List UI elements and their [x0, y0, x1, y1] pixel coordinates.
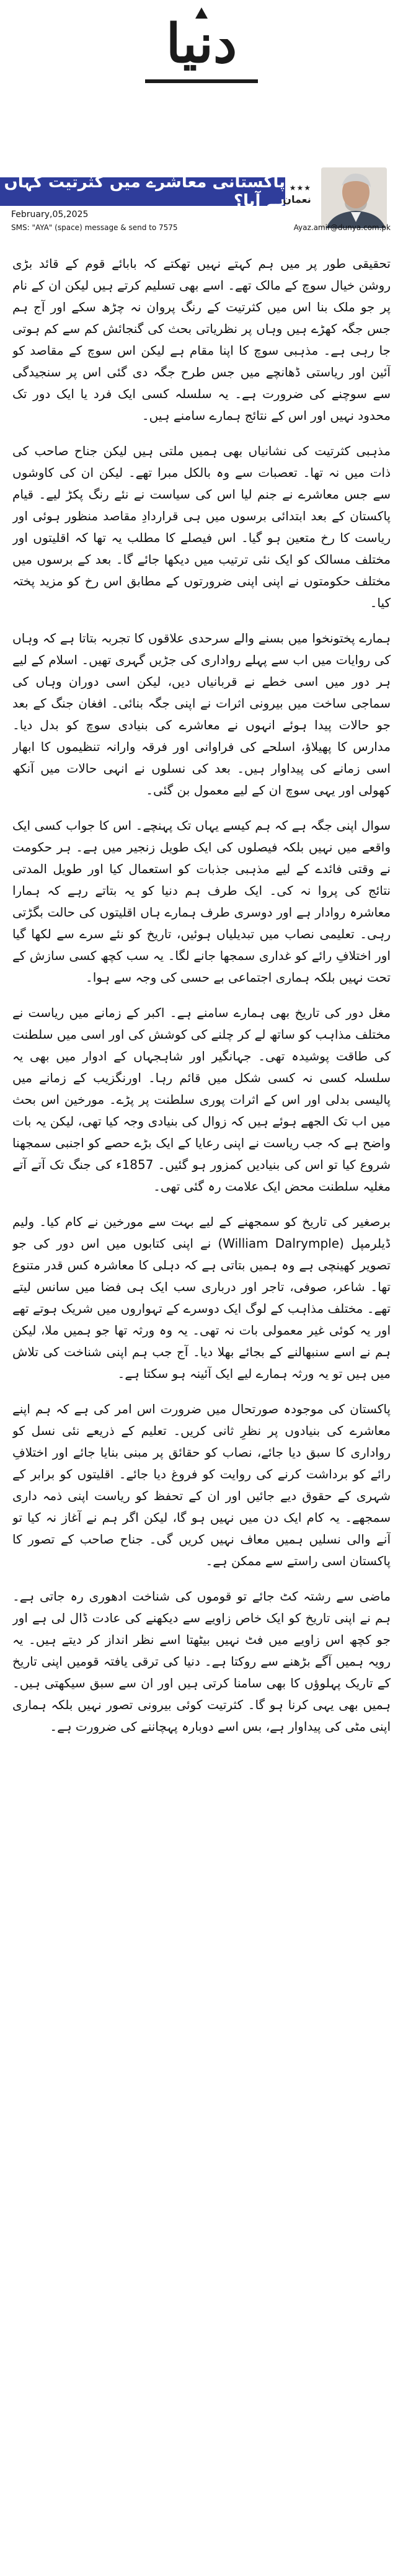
masthead [0, 0, 403, 155]
author-portrait-icon [321, 167, 387, 228]
article-body [12, 253, 391, 2566]
logo-text: دنیا [145, 11, 258, 83]
author-email[interactable]: Ayaz.amir@dunya.com.pk [293, 223, 391, 232]
column-header [0, 155, 403, 247]
article-paragraph: مغل دور کی تاریخ بھی ہمارے سامنے ہے۔ اکبر کے زمانے میں ریاست نے مختلف مذاہب کو ساتھ لے کر چلنے کی کوشش کی اور اسی میں سلطنت کی طاقت پوشیدہ تھی۔ جہانگیر اور شاہجہاں کے ادوار میں بھی یہ سلسلہ کسی نہ کسی شکل میں قائم رہا۔ اورنگزیب کے زمانے میں پالیسی بدلی اور اس کے اثرات پوری سلطنت پر پڑے۔ مورخین اس بحث میں اب تک الجھے ہوئے ہیں کہ زوال کی بنیادی وجہ کیا تھی، لیکن یہ بات واضح ہے کہ جب ریاست نے اپنی رعایا کے ایک بڑے حصے کو اجنبی سمجھنا شروع کیا تو اس کی بنیادیں کمزور ہو گئیں۔ 1857ء کی جنگ تک آتے آتے مغلیہ سلطنت محض ایک علامت رہ گئی تھی۔ [12, 1005, 391, 1194]
article-paragraph: پاکستان کی موجودہ صورتحال میں ضرورت اس امر کی ہے کہ ہم اپنے معاشرے کی بنیادوں پر نظرِ ثانی کریں۔ تعلیم کے ذریعے نئی نسل کو رواداری کا سبق دیا جائے، نصاب کو حقائق پر مبنی بنایا جائے اور اختلافِ رائے کو برداشت کرنے کی روایت کو فروغ دیا جائے۔ اقلیتوں کو برابر کے شہری کے حقوق دیے جائیں اور ان کے تحفظ کو ریاست اپنی ذمہ داری سمجھے۔ یہ کام ایک دن میں نہیں ہو گا، لیکن اگر ہم نے آغاز نہ کیا تو آنے والی نسلیں ہمیں معاف نہیں کریں گی۔ جناح صاحب کے تصور کا پاکستان اسی راستے سے ممکن ہے۔ [12, 1401, 391, 1568]
publish-date: February,05,2025 [11, 210, 89, 220]
author-name: نعمان [283, 193, 311, 205]
author-photo [321, 167, 387, 228]
article-paragraph: برصغیر کی تاریخ کو سمجھنے کے لیے بہت سے مورخین نے کام کیا۔ ولیم ڈیلرمپل (William Dalrymple) نے اپنی کتابوں میں اس دور کی جو تصویر کھینچی ہے وہ ہمیں بتاتی ہے کہ دہلی کا معاشرہ کس قدر متنوع تھا۔ شاعر، صوفی، تاجر اور درباری سب ایک ہی فضا میں سانس لیتے تھے۔ مختلف مذاہب کے لوگ ایک دوسرے کے تہواروں میں شریک ہوتے تھے اور یہ کوئی غیر معمولی بات نہ تھی۔ یہ وہ ورثہ تھا جو ہمیں ملا، لیکن ہم نے اسے سنبھالنے کے بجائے بھلا دیا۔ آج جب ہم اپنی شناخت کی تلاش میں ہیں تو یہ ورثہ ہمارے لیے ایک آئینہ ہو سکتا ہے۔ [12, 1214, 391, 1381]
sms-info: SMS: "AYA" (space) message & send to 7575 [11, 223, 178, 232]
article-paragraph: ماضی سے رشتہ کٹ جائے تو قوموں کی شناخت ادھوری رہ جاتی ہے۔ ہم نے اپنی تاریخ کو ایک خاص زاویے سے دیکھنے کی عادت ڈال لی ہے اور جو کچھ اس زاویے میں فٹ نہیں بیٹھتا اسے نظر انداز کر دیتے ہیں۔ یہ رویہ ہمیں آگے بڑھنے سے روکتا ہے۔ دنیا کی ترقی یافتہ قومیں اپنی تاریخ کے تاریک پہلوؤں کا بھی سامنا کرتی ہیں اور ان سے سبق سیکھتی ہیں۔ ہمیں بھی یہی کرنا ہو گا۔ کثرتیت کوئی بیرونی تصور نہیں بلکہ ہماری اپنی مٹی کی پیداوار ہے، بس اسے دوبارہ پہچاننے کی ضرورت ہے۔ [12, 1589, 391, 1734]
article-paragraph: ہمارے پختونخوا میں بسنے والے سرحدی علاقوں کا تجربہ بتاتا ہے کہ وہاں کی روایات میں اب سے پہلے رواداری کی جڑیں گہری تھیں۔ اسلام کے لیے ہر دور میں اسی خطے نے قربانیاں دیں، لیکن اسی دوران وہاں کی سماجی ساخت میں بیرونی اثرات نے اپنی جگہ بنائی۔ افغان جنگ کے بعد جو حالات پیدا ہوئے انہوں نے معاشرے کی بنیادی سوچ کو بدل دیا۔ مدارس کا پھیلاؤ، اسلحے کی فراوانی اور فرقہ وارانہ تنظیموں کا ابھار اسی زمانے کی پیداوار ہیں۔ بعد کی نسلوں نے انہی حالات میں آنکھ کھولی اور یہی سوچ ان کے لیے معمول بن گئی۔ [12, 631, 391, 797]
author-stars: ★★★ [289, 184, 311, 192]
article-paragraph: مذہبی کثرتیت کی نشانیاں بھی ہمیں ملتی ہیں لیکن جناح صاحب کی ذات میں نہ تھا۔ تعصبات سے وہ بالکل مبرا تھے۔ لیکن ان کی کاوشوں سے جس معاشرے نے جنم لیا اس کی سیاست نے نئے رنگ پکڑ لیے۔ قیام پاکستان کے بعد ابتدائی برسوں میں ہی قراردادِ مقاصد منظور ہوئی اور ریاست کا رخ متعین ہو گیا۔ اس فیصلے کا مطلب یہ تھا کہ اقلیتوں اور مختلف مسالک کو ایک نئی ترتیب میں دیکھا جائے گا۔ بعد کے برسوں میں مختلف حکومتوں نے اپنی اپنی ضرورتوں کے مطابق اس رخ کو مزید پختہ کیا۔ [12, 443, 391, 610]
column-title: پاکستانی معاشرے میں کثرتیت کہاں ہے آیا؟ [0, 177, 285, 206]
dunya-logo[interactable] [0, 11, 403, 83]
article-paragraph: سوال اپنی جگہ ہے کہ ہم کیسے یہاں تک پہنچے۔ اس کا جواب کسی ایک واقعے میں نہیں بلکہ فیصلوں کی ایک طویل زنجیر میں ہے۔ ہر حکومت نے وقتی فائدے کے لیے مذہبی جذبات کو استعمال کیا اور طویل المدتی نتائج کی پروا نہ کی۔ ایک طرف ہم دنیا کو یہ بتاتے رہے کہ ہمارا معاشرہ روادار ہے اور دوسری طرف ہمارے ہاں اقلیتوں کی حالت بگڑتی رہی۔ تعلیمی نصاب میں تبدیلیاں ہوئیں، تاریخ کو نئے سرے سے لکھا گیا اور اختلافِ رائے کو غداری سمجھا جانے لگا۔ یہ سب کچھ کسی سازش کے تحت نہیں بلکہ ہماری اجتماعی بے حسی کی وجہ سے ہوا۔ [12, 818, 391, 985]
article-paragraph: تحقیقی طور پر میں ہم کہتے نہیں تھکتے کہ بابائے قوم کے قائد بڑی روشن خیال سوچ کے مالک تھے۔ اسے بھی تسلیم کرتے ہیں لیکن ان کے نام پر جو ملک بنا اس میں کثرتیت کے رنگ پروان نہ چڑھ سکے اور آج ہم جس جگہ کھڑے ہیں وہاں پر نظریاتی بحث کی گنجائش کم سے کم ہوتی جا رہی ہے۔ مذہبی سوچ کا اپنا مقام ہے لیکن اس سوچ کے مقاصد کو آئین اور ریاستی ڈھانچے میں جس طرح جگہ دی گئی اس پر سنجیدگی سے سوچنے کی ضرورت ہے۔ یہ سلسلہ کسی ایک فرد یا ایک دور تک محدود نہیں اور اس کے نتائج ہمارے سامنے ہیں۔ [12, 256, 391, 423]
logo-emblem-icon [195, 7, 208, 19]
author-block [285, 166, 393, 223]
